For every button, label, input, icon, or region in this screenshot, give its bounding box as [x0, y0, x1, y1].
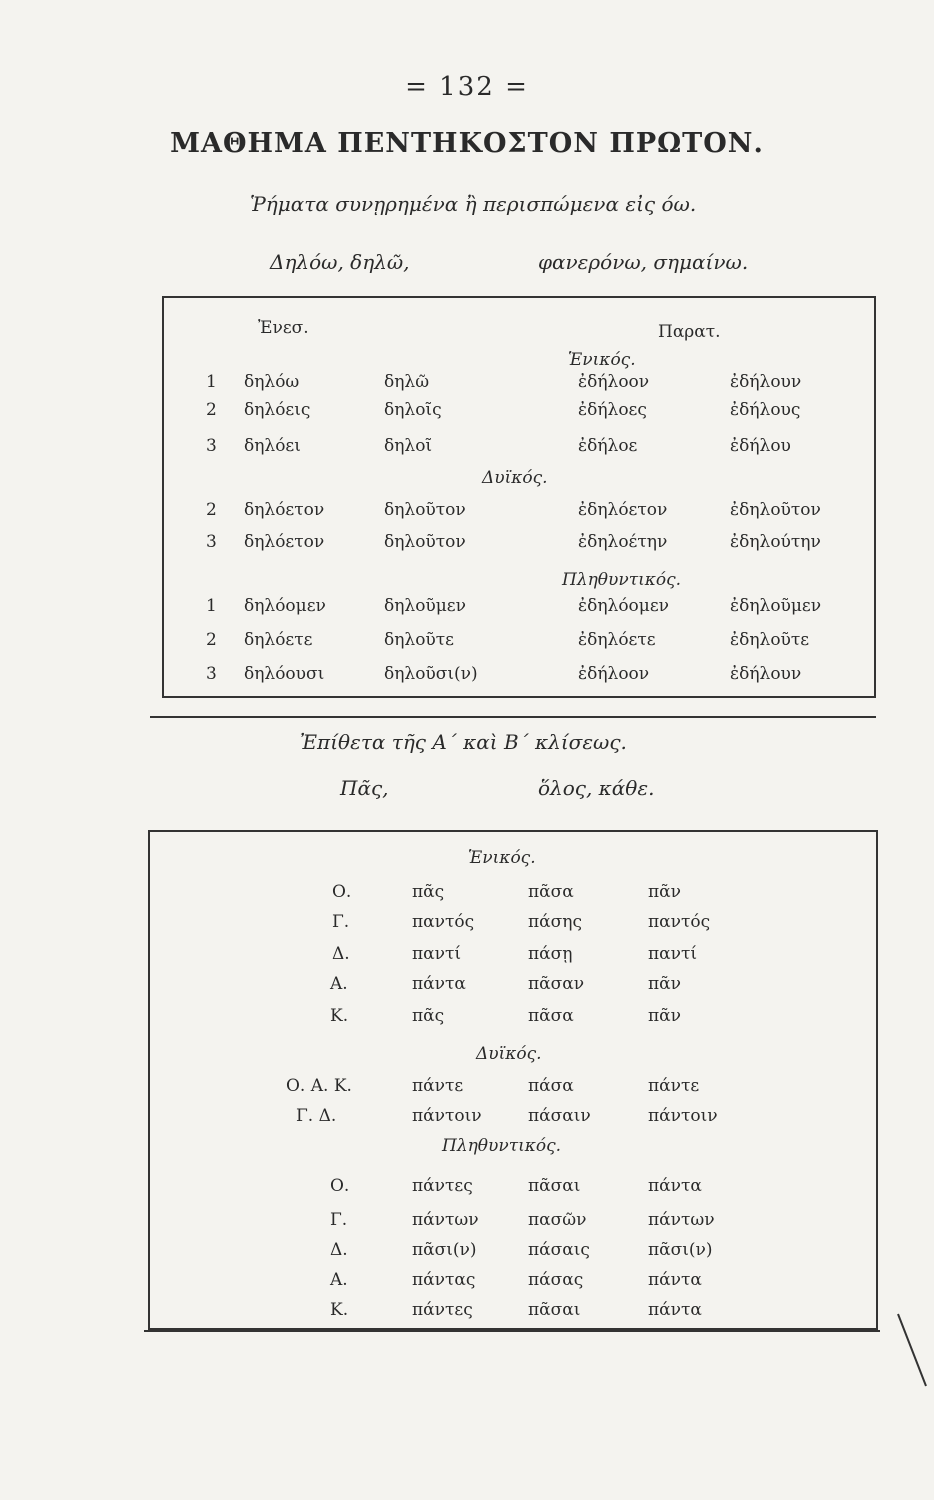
adj-form: παντί — [648, 944, 698, 964]
adj-form: πάντα — [412, 974, 466, 994]
adj-group-label: Πληθυντικός. — [442, 1136, 562, 1156]
adj-form: πάσῃ — [528, 944, 573, 964]
adj-case-label: Γ. Δ. — [296, 1106, 337, 1126]
verb-form: ἐδήλουν — [730, 372, 802, 392]
verb-form: ἐδηλούτην — [730, 532, 821, 552]
adj-case-label: Ο. Α. Κ. — [286, 1076, 352, 1096]
adj-case-label: Δ. — [330, 1240, 348, 1260]
adj-form: πάντε — [648, 1076, 700, 1096]
adj-case-label: Κ. — [330, 1006, 349, 1026]
adj-form: πᾶσα — [528, 882, 574, 902]
adj-form: πάντα — [648, 1176, 702, 1196]
adj-group-label: Δυϊκός. — [476, 1044, 542, 1064]
verb-form: ἐδήλουν — [730, 664, 802, 684]
adj-case-label: Α. — [330, 1270, 348, 1290]
adj-group-label: Ἑνικός. — [468, 848, 536, 868]
adj-form: πᾶσαν — [528, 974, 585, 994]
verb-group-label: Δυϊκός. — [482, 468, 548, 488]
margin-stroke — [896, 1310, 930, 1390]
adj-form: πᾶσαι — [528, 1176, 581, 1196]
verb-person-number: 2 — [206, 400, 217, 420]
verb-form: δηλόεις — [244, 400, 311, 420]
adjective-gloss: ὅλος, κάθε. — [538, 776, 655, 800]
verb-form: δηλοῖ — [384, 436, 433, 456]
verb-form: δηλόετε — [244, 630, 313, 650]
verb-form: ἐδήλοον — [578, 372, 650, 392]
adj-form: πάντα — [648, 1300, 702, 1320]
adj-form: πάντε — [412, 1076, 464, 1096]
adjective-pas: Πᾶς, — [340, 776, 389, 800]
adj-form: πάντα — [648, 1270, 702, 1290]
adj-form: πάσα — [528, 1076, 574, 1096]
adj-form: πάντας — [412, 1270, 476, 1290]
adj-table-bottom-rule — [144, 1330, 880, 1332]
verb-form: ἐδηλοῦτον — [730, 500, 821, 520]
verb-form: δηλοῖς — [384, 400, 442, 420]
verb-form: δηλοῦτον — [384, 532, 466, 552]
adj-form: πάντοιν — [648, 1106, 718, 1126]
verb-form: ἐδηλοῦτε — [730, 630, 810, 650]
example-verbs-1: Δηλόω, δηλῶ, — [270, 250, 410, 274]
verb-form: δηλόω — [244, 372, 300, 392]
verb-form: δηλόουσι — [244, 664, 325, 684]
verb-col-present: Ἐνεσ. — [258, 318, 309, 338]
verb-form: ἐδήλοον — [578, 664, 650, 684]
verb-person-number: 3 — [206, 436, 217, 456]
adj-case-label: Α. — [330, 974, 348, 994]
adj-form: πᾶσι(ν) — [412, 1240, 477, 1260]
verb-form: δηλόομεν — [244, 596, 326, 616]
adj-form: πάντες — [412, 1300, 473, 1320]
adj-form: πάντες — [412, 1176, 473, 1196]
page-number: = 132 = — [405, 72, 529, 102]
verb-form: ἐδήλου — [730, 436, 791, 456]
adj-form: πᾶν — [648, 974, 681, 994]
verb-form: δηλοῦτον — [384, 500, 466, 520]
verb-form: δηλοῦμεν — [384, 596, 466, 616]
verb-table-bottom-rule — [150, 716, 876, 718]
adj-form: παντός — [648, 912, 711, 932]
verb-form: δηλόετον — [244, 532, 325, 552]
verb-form: ἐδήλους — [730, 400, 801, 420]
verb-person-number: 2 — [206, 500, 217, 520]
verb-form: δηλοῦτε — [384, 630, 454, 650]
adj-form: πᾶσα — [528, 1006, 574, 1026]
verb-group-label: Πληθυντικός. — [562, 570, 682, 590]
adj-case-label: Κ. — [330, 1300, 349, 1320]
verb-form: ἐδηλοῦμεν — [730, 596, 822, 616]
verb-form: ἐδηλοέτην — [578, 532, 668, 552]
adj-form: παντός — [412, 912, 475, 932]
lesson-subtitle: Ῥήματα συνῃρημένα ἢ περισπώμενα εἰς όω. — [250, 192, 697, 216]
verb-form: ἐδήλοες — [578, 400, 647, 420]
verb-person-number: 2 — [206, 630, 217, 650]
verb-person-number: 3 — [206, 532, 217, 552]
adj-form: πᾶσι(ν) — [648, 1240, 713, 1260]
verb-group-label: Ἑνικός. — [568, 350, 636, 370]
adj-form: πᾶσαι — [528, 1300, 581, 1320]
lesson-title: ΜΑΘΗΜΑ ΠΕΝΤΗΚΟΣΤΟΝ ΠΡΩΤΟΝ. — [170, 128, 764, 159]
adj-form: πάντων — [648, 1210, 715, 1230]
adj-form: παντί — [412, 944, 462, 964]
adj-form: πάσας — [528, 1270, 584, 1290]
example-verbs-2: φανερόνω, σημαίνω. — [538, 250, 749, 274]
verb-form: ἐδηλόετε — [578, 630, 656, 650]
verb-form: δηλόετον — [244, 500, 325, 520]
adjectives-title: Ἐπίθετα τῆς Α΄ καὶ Β΄ κλίσεως. — [300, 730, 627, 754]
verb-form: ἐδήλοε — [578, 436, 638, 456]
adj-form: πασῶν — [528, 1210, 587, 1230]
verb-person-number: 3 — [206, 664, 217, 684]
verb-form: ἐδηλόετον — [578, 500, 668, 520]
adj-case-label: Ο. — [332, 882, 352, 902]
adj-case-label: Ο. — [330, 1176, 350, 1196]
adj-case-label: Δ. — [332, 944, 350, 964]
verb-col-imperfect: Παρατ. — [658, 322, 721, 342]
adj-case-label: Γ. — [330, 1210, 348, 1230]
adj-form: πάσης — [528, 912, 582, 932]
adj-case-label: Γ. — [332, 912, 350, 932]
adj-table-frame — [148, 830, 878, 1330]
verb-form: δηλοῦσι(ν) — [384, 664, 478, 684]
adj-form: πάντοιν — [412, 1106, 482, 1126]
adj-form: πάσαις — [528, 1240, 590, 1260]
verb-form: δηλῶ — [384, 372, 430, 392]
adj-form: πᾶς — [412, 882, 445, 902]
verb-person-number: 1 — [206, 596, 217, 616]
verb-person-number: 1 — [206, 372, 217, 392]
adj-form: πᾶν — [648, 1006, 681, 1026]
verb-form: δηλόει — [244, 436, 301, 456]
adj-form: πᾶς — [412, 1006, 445, 1026]
adj-form: πᾶν — [648, 882, 681, 902]
verb-form: ἐδηλόομεν — [578, 596, 669, 616]
adj-form: πάντων — [412, 1210, 479, 1230]
adj-form: πάσαιν — [528, 1106, 591, 1126]
